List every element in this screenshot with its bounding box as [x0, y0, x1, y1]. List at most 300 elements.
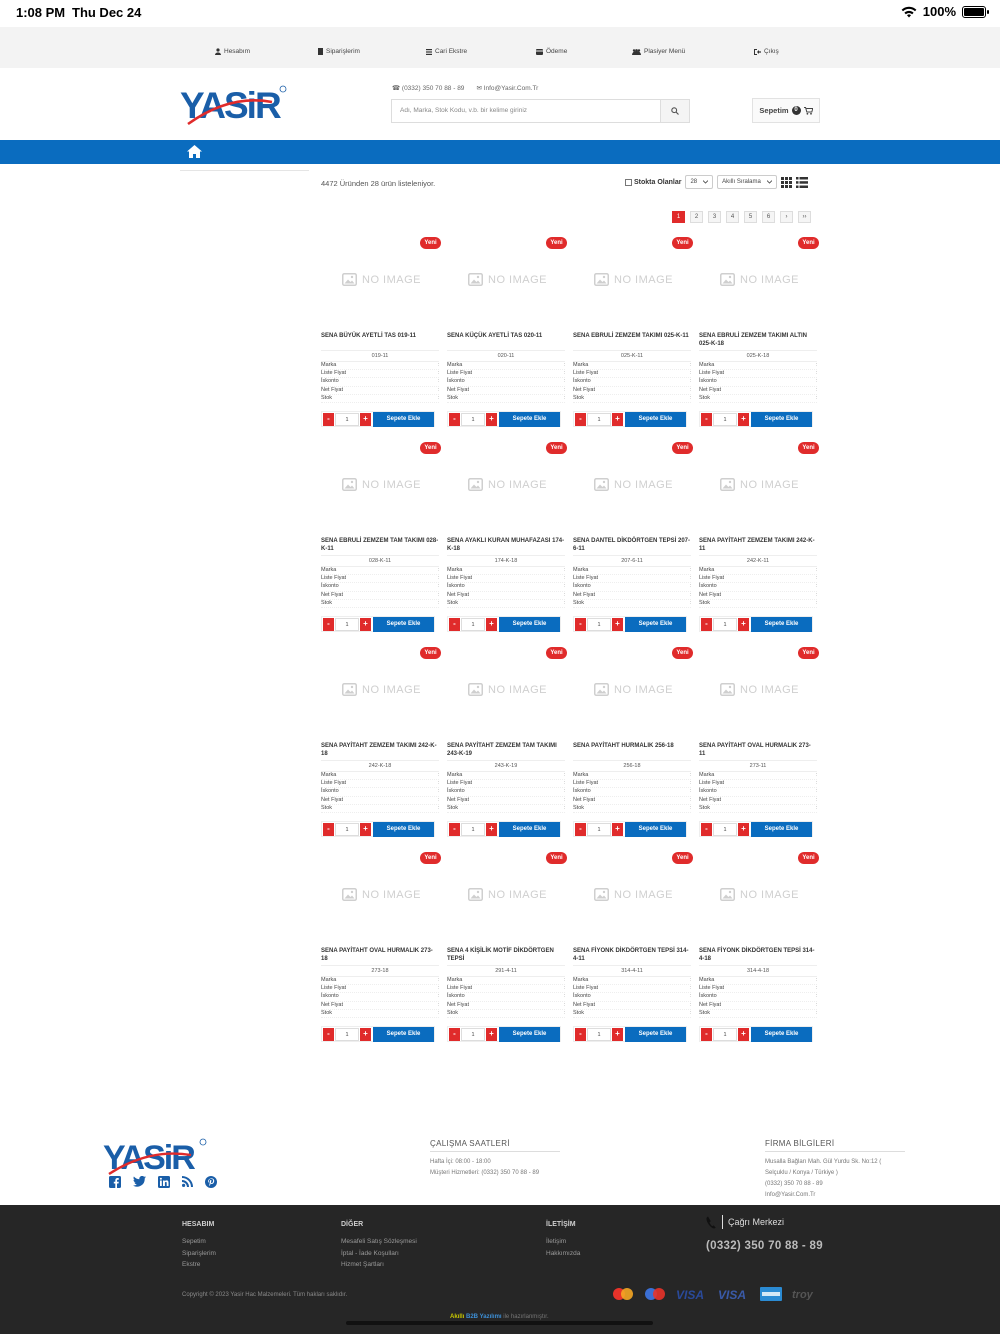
product-name[interactable]: SENA EBRULİ ZEMZEM TAKIMI ALTIN 025-K-18: [699, 333, 807, 347]
linkedin-icon[interactable]: [158, 1176, 170, 1188]
spec-colon: :: [689, 977, 691, 983]
spec-row-iskonto: [699, 993, 817, 1001]
quantity-increase-button[interactable]: +: [486, 823, 497, 836]
product-name[interactable]: SENA BÜYÜK AYETLİ TAS 019-11: [321, 333, 416, 339]
topnav-cikis[interactable]: [754, 48, 779, 55]
spec-colon: :: [815, 599, 817, 606]
product-image-placeholder[interactable]: [720, 478, 799, 491]
add-to-cart-group: [573, 821, 687, 837]
footer-link[interactable]: Ekstre: [182, 1261, 201, 1268]
topnav-label: Hesabım: [224, 48, 251, 55]
image-placeholder-icon: [468, 273, 483, 286]
quantity-decrease-button[interactable]: -: [575, 413, 586, 426]
powered-brand-a[interactable]: Akıllı: [450, 1314, 465, 1320]
spec-label: Liste Fiyat: [321, 370, 347, 377]
spec-row-iskonto: [447, 583, 565, 591]
product-image-placeholder[interactable]: [342, 888, 421, 901]
product-image-placeholder[interactable]: [468, 888, 547, 901]
product-specs: [699, 977, 817, 1018]
add-to-cart-button[interactable]: Sepete Ekle: [373, 822, 434, 837]
page-button[interactable]: 1: [672, 211, 685, 223]
spec-colon: :: [437, 591, 439, 598]
image-placeholder-icon: [594, 683, 609, 696]
footer-col-hesabim: [182, 1221, 216, 1271]
spec-row-iskonto: [321, 788, 439, 796]
battery-percent: 100%: [922, 4, 956, 19]
add-to-cart-group: [447, 821, 561, 837]
spec-label: Net Fiyat: [447, 1001, 470, 1008]
product-code: 314-4-11: [573, 965, 691, 977]
spec-label: İskonto: [573, 583, 591, 590]
quantity-increase-button[interactable]: +: [738, 618, 749, 631]
quantity-increase-button[interactable]: +: [360, 823, 371, 836]
product-specs: [447, 567, 565, 608]
quantity-increase-button[interactable]: +: [738, 1028, 749, 1041]
quantity-input[interactable]: 1: [713, 823, 737, 836]
add-to-cart-group: [699, 821, 813, 837]
status-time: 1:08 PM: [16, 5, 66, 20]
customer-service-line: Müşteri Hizmetleri: (0332) 350 70 88 - 89: [430, 1170, 540, 1176]
quantity-decrease-button[interactable]: -: [575, 823, 586, 836]
add-to-cart-button[interactable]: Sepete Ekle: [499, 412, 560, 427]
add-to-cart-button[interactable]: Sepete Ekle: [499, 1027, 560, 1042]
quantity-input[interactable]: 1: [461, 618, 485, 631]
page-button[interactable]: 5: [744, 211, 757, 223]
add-to-cart-button[interactable]: Sepete Ekle: [373, 412, 434, 427]
stock-filter-checkbox[interactable]: [625, 179, 681, 186]
spec-label: Marka: [447, 362, 463, 368]
spec-label: Net Fiyat: [699, 796, 722, 803]
quantity-decrease-button[interactable]: -: [701, 823, 712, 836]
spec-label: Net Fiyat: [573, 386, 596, 393]
quantity-input[interactable]: 1: [587, 823, 611, 836]
product-image-placeholder[interactable]: [342, 683, 421, 696]
search-button[interactable]: [660, 100, 689, 122]
product-specs: [573, 567, 691, 608]
spec-colon: :: [563, 394, 565, 401]
quantity-decrease-button[interactable]: -: [449, 1028, 460, 1041]
yasir-logo[interactable]: [180, 80, 290, 130]
product-image-placeholder[interactable]: [720, 888, 799, 901]
spec-colon: :: [689, 993, 691, 1000]
image-placeholder-icon: [342, 683, 357, 696]
image-placeholder-icon: [720, 888, 735, 901]
mastercard-icon: [612, 1287, 634, 1301]
spec-label: Stok: [699, 599, 711, 606]
spec-label: Marka: [321, 772, 337, 778]
spec-label: Stok: [447, 394, 459, 401]
add-to-cart-button[interactable]: Sepete Ekle: [373, 617, 434, 632]
quantity-decrease-button[interactable]: -: [323, 1028, 334, 1041]
product-name[interactable]: SENA KÜÇÜK AYETLİ TAS 020-11: [447, 333, 543, 339]
spec-label: Marka: [699, 772, 715, 778]
no-image-text: NO IMAGE: [740, 888, 800, 901]
page-button[interactable]: 6: [762, 211, 775, 223]
product-code: 242-K-18: [321, 760, 439, 772]
next-page-button[interactable]: ›: [780, 211, 793, 223]
spec-colon: :: [437, 977, 439, 983]
new-badge: Yeni: [546, 237, 567, 249]
payment-logos: [612, 1287, 820, 1301]
product-image-placeholder[interactable]: [594, 273, 673, 286]
spec-colon: :: [563, 1009, 565, 1016]
quantity-decrease-button[interactable]: -: [701, 413, 712, 426]
product-card: [573, 438, 691, 638]
image-placeholder-icon: [342, 273, 357, 286]
home-icon[interactable]: [187, 145, 202, 158]
spec-row-stok: [699, 1010, 817, 1018]
footer-link[interactable]: Hizmet Şartları: [341, 1261, 384, 1268]
working-hours-title: ÇALIŞMA SAATLERİ: [430, 1139, 560, 1152]
spec-colon: :: [437, 985, 439, 992]
footer-col-title: DİĞER: [341, 1221, 364, 1228]
quantity-increase-button[interactable]: +: [486, 1028, 497, 1041]
quantity-increase-button[interactable]: +: [738, 413, 749, 426]
quantity-input[interactable]: 1: [335, 1028, 359, 1041]
spec-colon: :: [563, 780, 565, 787]
new-badge: Yeni: [798, 237, 819, 249]
image-placeholder-icon: [720, 478, 735, 491]
product-image-placeholder[interactable]: [342, 273, 421, 286]
spec-row-stok: [321, 395, 439, 403]
quantity-decrease-button[interactable]: -: [323, 823, 334, 836]
quantity-increase-button[interactable]: +: [612, 413, 623, 426]
spec-colon: :: [689, 362, 691, 368]
new-badge: Yeni: [420, 647, 441, 659]
spec-colon: :: [563, 591, 565, 598]
quantity-increase-button[interactable]: +: [738, 823, 749, 836]
cart-label: Sepetim: [759, 106, 789, 115]
header-email: Info@Yasir.Com.Tr: [483, 85, 539, 92]
quantity-decrease-button[interactable]: -: [323, 618, 334, 631]
maestro-icon: [644, 1287, 666, 1301]
new-badge: Yeni: [546, 442, 567, 454]
product-name[interactable]: SENA PAYİTAHT OVAL HURMALIK 273-18: [321, 948, 433, 962]
product-name[interactable]: SENA FİYONK DİKDÖRTGEN TEPSİ 314-4-18: [699, 948, 815, 962]
new-badge: Yeni: [672, 442, 693, 454]
spec-label: Liste Fiyat: [321, 780, 347, 787]
add-to-cart-button[interactable]: Sepete Ekle: [751, 617, 812, 632]
spec-colon: :: [815, 804, 817, 811]
footer-yasir-logo[interactable]: [103, 1136, 208, 1176]
spec-label: Stok: [447, 804, 459, 811]
product-image-placeholder[interactable]: [468, 273, 547, 286]
no-image-text: NO IMAGE: [362, 888, 422, 901]
spec-row-marka: [447, 977, 565, 985]
spec-colon: :: [815, 985, 817, 992]
grid-view-icon[interactable]: [781, 177, 792, 188]
product-name[interactable]: SENA DANTEL DİKDÖRTGEN TEPSİ 207-6-11: [573, 538, 691, 552]
image-placeholder-icon: [342, 888, 357, 901]
call-center-number[interactable]: (0332) 350 70 88 - 89: [706, 1240, 823, 1252]
product-image-placeholder[interactable]: [342, 478, 421, 491]
quantity-decrease-button[interactable]: -: [701, 1028, 712, 1041]
spec-colon: :: [815, 993, 817, 1000]
quantity-input[interactable]: 1: [461, 413, 485, 426]
product-name[interactable]: SENA PAYİTAHT ZEMZEM TAKIMI 242-K-18: [321, 743, 437, 757]
quantity-increase-button[interactable]: +: [486, 413, 497, 426]
add-to-cart-group: [321, 1026, 435, 1042]
new-badge: Yeni: [672, 852, 693, 864]
topnav-siparislerim[interactable]: [318, 48, 360, 55]
spec-label: İskonto: [447, 378, 465, 385]
list-icon: [426, 49, 432, 55]
footer-link[interactable]: İletişim: [546, 1238, 567, 1245]
product-code: 207-6-11: [573, 555, 691, 567]
new-badge: Yeni: [672, 647, 693, 659]
product-code: 025-K-18: [699, 350, 817, 362]
footer-link[interactable]: Sepetim: [182, 1238, 206, 1245]
chevron-down-icon: [703, 180, 708, 184]
image-placeholder-icon: [468, 888, 483, 901]
topnav-plasiyer-menu[interactable]: [632, 48, 685, 55]
footer-col-title: HESABIM: [182, 1221, 215, 1228]
spec-label: Marka: [321, 977, 337, 983]
product-image-placeholder[interactable]: [720, 683, 799, 696]
product-specs: [699, 567, 817, 608]
no-image-text: NO IMAGE: [614, 478, 674, 491]
product-name[interactable]: SENA PAYİTAHT ZEMZEM TAM TAKIMI 243-K-19: [447, 743, 557, 757]
topnav-hesabim[interactable]: [215, 48, 250, 55]
page-size-value: 28: [690, 179, 698, 185]
wifi-icon: [901, 6, 917, 18]
search-input[interactable]: Adı, Marka, Stok Kodu, v.b. bir kelime giriniz: [400, 107, 528, 114]
spec-colon: :: [689, 780, 691, 787]
quantity-input[interactable]: 1: [461, 823, 485, 836]
spec-label: Liste Fiyat: [447, 780, 473, 787]
facebook-icon[interactable]: [109, 1176, 121, 1188]
footer-link[interactable]: Siparişlerim: [182, 1249, 216, 1257]
product-name[interactable]: SENA PAYİTAHT ZEMZEM TAKIMI 242-K-11: [699, 538, 815, 552]
add-to-cart-group: [321, 411, 435, 427]
cart-button[interactable]: [752, 98, 820, 123]
spec-label: Liste Fiyat: [321, 985, 347, 992]
product-specs: [447, 772, 565, 813]
spec-row-iskonto: [573, 993, 691, 1001]
add-to-cart-button[interactable]: Sepete Ekle: [499, 822, 560, 837]
spec-label: İskonto: [321, 788, 339, 795]
powered-brand-b[interactable]: B2B Yazılımı: [466, 1314, 502, 1320]
spec-colon: :: [815, 583, 817, 590]
quantity-decrease-button[interactable]: -: [575, 618, 586, 631]
page-button[interactable]: 2: [690, 211, 703, 223]
quantity-decrease-button[interactable]: -: [575, 1028, 586, 1041]
quantity-decrease-button[interactable]: -: [449, 413, 460, 426]
spec-label: İskonto: [447, 583, 465, 590]
header-email-wrap[interactable]: ✉ Info@Yasir.Com.Tr: [476, 85, 539, 92]
page-button[interactable]: 4: [726, 211, 739, 223]
battery-icon: [962, 6, 986, 18]
spec-label: Marka: [573, 977, 589, 983]
page-button[interactable]: 3: [708, 211, 721, 223]
main-category-bar: [0, 140, 1000, 164]
spec-label: Net Fiyat: [699, 386, 722, 393]
call-center-heading: [706, 1215, 823, 1229]
product-image-placeholder[interactable]: [468, 683, 547, 696]
product-code: 273-11: [699, 760, 817, 772]
spec-label: Liste Fiyat: [573, 985, 599, 992]
new-badge: Yeni: [546, 647, 567, 659]
quantity-increase-button[interactable]: +: [612, 823, 623, 836]
pinterest-icon[interactable]: [205, 1176, 217, 1188]
footer-link[interactable]: İptal - İade Koşulları: [341, 1249, 399, 1257]
site-header: [0, 68, 1000, 140]
spec-colon: :: [689, 583, 691, 590]
product-specs: [699, 772, 817, 813]
spec-colon: :: [815, 1009, 817, 1016]
product-specs: [447, 977, 565, 1018]
footer-link[interactable]: Hakkımızda: [546, 1249, 581, 1257]
spec-label: Liste Fiyat: [447, 370, 473, 377]
spec-row-marka: [447, 772, 565, 780]
add-to-cart-button[interactable]: Sepete Ekle: [625, 1027, 686, 1042]
firm-info-title: FİRMA BİLGİLERİ: [765, 1139, 905, 1152]
product-image-placeholder[interactable]: [468, 478, 547, 491]
product-card: [699, 438, 817, 638]
product-specs: [321, 977, 439, 1018]
list-view-icon[interactable]: [796, 177, 808, 188]
spec-row-stok: [321, 805, 439, 813]
quantity-input[interactable]: 1: [335, 823, 359, 836]
spec-row-marka: [321, 977, 439, 985]
add-to-cart-button[interactable]: Sepete Ekle: [751, 822, 812, 837]
quantity-increase-button[interactable]: +: [360, 618, 371, 631]
add-to-cart-group: [447, 616, 561, 632]
spec-row-iskonto: [573, 583, 691, 591]
powered-text: ile hazırlanmıştır.: [503, 1314, 549, 1320]
quantity-input[interactable]: 1: [713, 618, 737, 631]
quantity-decrease-button[interactable]: -: [449, 823, 460, 836]
twitter-icon[interactable]: [133, 1176, 146, 1187]
product-image-placeholder[interactable]: [594, 478, 673, 491]
topnav-cari-ekstre[interactable]: [426, 48, 467, 55]
product-name[interactable]: SENA PAYİTAHT OVAL HURMALIK 273-11: [699, 743, 811, 757]
product-name[interactable]: SENA 4 KİŞİLİK MOTİF DİKDÖRTGEN TEPSİ: [447, 948, 554, 962]
firm-phone[interactable]: (0332) 350 70 88 - 89: [765, 1181, 823, 1187]
firm-address: Musalla Bağları Mah. Gül Yurdu Sk. No:12 ( Selçuklu / Konya / Türkiye ): [765, 1159, 882, 1176]
spec-colon: :: [563, 583, 565, 590]
rss-icon[interactable]: [182, 1176, 193, 1187]
product-card: [321, 643, 439, 843]
header-phone-wrap[interactable]: ☎ (0332) 350 70 88 - 89: [392, 85, 465, 92]
quantity-input[interactable]: 1: [587, 413, 611, 426]
spec-colon: :: [815, 772, 817, 778]
spec-colon: :: [563, 378, 565, 385]
spec-row-net-fiyat: [699, 797, 817, 805]
spec-label: Stok: [447, 1009, 459, 1016]
add-to-cart-button[interactable]: Sepete Ekle: [373, 1027, 434, 1042]
last-page-button[interactable]: ››: [798, 211, 811, 223]
product-name[interactable]: SENA EBRULİ ZEMZEM TAM TAKIMI 028-K-11: [321, 538, 439, 552]
spec-label: Marka: [321, 567, 337, 573]
quantity-decrease-button[interactable]: -: [323, 413, 334, 426]
spec-label: Net Fiyat: [447, 591, 470, 598]
spec-colon: :: [437, 567, 439, 573]
product-specs: [321, 772, 439, 813]
users-icon: [632, 49, 641, 55]
visa-electron-icon: [718, 1288, 750, 1300]
quantity-input[interactable]: 1: [587, 618, 611, 631]
no-image-text: NO IMAGE: [614, 273, 674, 286]
spec-row-marka: [699, 362, 817, 370]
add-to-cart-button[interactable]: Sepete Ekle: [751, 1027, 812, 1042]
copyright: Copyright © 2023 Yasir Hac Malzemeleri. Tüm hakları saklıdır.: [182, 1292, 348, 1298]
quantity-decrease-button[interactable]: -: [449, 618, 460, 631]
spec-label: İskonto: [447, 788, 465, 795]
quantity-input[interactable]: 1: [713, 1028, 737, 1041]
add-to-cart-button[interactable]: Sepete Ekle: [625, 412, 686, 427]
quantity-input[interactable]: 1: [335, 413, 359, 426]
footer-link[interactable]: Mesafeli Satış Sözleşmesi: [341, 1238, 417, 1245]
quantity-increase-button[interactable]: +: [486, 618, 497, 631]
spec-label: İskonto: [699, 788, 717, 795]
add-to-cart-group: [573, 1026, 687, 1042]
add-to-cart-button[interactable]: Sepete Ekle: [625, 822, 686, 837]
quantity-input[interactable]: 1: [335, 618, 359, 631]
spec-row-marka: [447, 567, 565, 575]
image-placeholder-icon: [468, 683, 483, 696]
spec-row-marka: [699, 977, 817, 985]
product-name[interactable]: SENA PAYİTAHT HURMALIK 256-18: [573, 743, 674, 749]
spec-colon: :: [437, 362, 439, 368]
header-contact: [392, 84, 538, 92]
quantity-input[interactable]: 1: [713, 413, 737, 426]
quantity-input[interactable]: 1: [461, 1028, 485, 1041]
add-to-cart-group: [699, 411, 813, 427]
firm-email[interactable]: Info@Yasir.Com.Tr: [765, 1192, 816, 1198]
product-image-placeholder[interactable]: [594, 888, 673, 901]
product-card: [447, 643, 565, 843]
spec-colon: :: [689, 575, 691, 582]
product-name[interactable]: SENA FİYONK DİKDÖRTGEN TEPSİ 314-4-11: [573, 948, 689, 962]
svg-text:troy: troy: [792, 1289, 813, 1300]
user-icon: [215, 48, 221, 55]
spec-colon: :: [689, 804, 691, 811]
document-icon: [318, 48, 323, 55]
add-to-cart-button[interactable]: Sepete Ekle: [625, 617, 686, 632]
spec-label: Stok: [321, 804, 333, 811]
product-image-placeholder[interactable]: [594, 683, 673, 696]
new-badge: Yeni: [672, 237, 693, 249]
add-to-cart-button[interactable]: Sepete Ekle: [499, 617, 560, 632]
quantity-input[interactable]: 1: [587, 1028, 611, 1041]
product-image-placeholder[interactable]: [720, 273, 799, 286]
spec-label: Liste Fiyat: [699, 370, 725, 377]
page-size-select[interactable]: [685, 175, 713, 189]
add-to-cart-button[interactable]: Sepete Ekle: [751, 412, 812, 427]
spec-colon: :: [563, 772, 565, 778]
svg-text:YASiR: YASiR: [180, 85, 280, 126]
product-card: [447, 438, 565, 638]
topnav-odeme[interactable]: [536, 48, 567, 55]
quantity-increase-button[interactable]: +: [612, 1028, 623, 1041]
product-name[interactable]: SENA EBRULİ ZEMZEM TAKIMI 025-K-11: [573, 333, 689, 339]
new-badge: Yeni: [798, 442, 819, 454]
sort-select[interactable]: [717, 175, 777, 189]
quantity-increase-button[interactable]: +: [360, 1028, 371, 1041]
quantity-increase-button[interactable]: +: [360, 413, 371, 426]
product-name[interactable]: SENA AYAKLI KURAN MUHAFAZASI 174-K-18: [447, 538, 565, 552]
quantity-decrease-button[interactable]: -: [701, 618, 712, 631]
quantity-increase-button[interactable]: +: [612, 618, 623, 631]
spec-row-marka: [321, 772, 439, 780]
spec-label: Marka: [321, 362, 337, 368]
spec-colon: :: [437, 772, 439, 778]
no-image-text: NO IMAGE: [614, 683, 674, 696]
product-code: 020-11: [447, 350, 565, 362]
spec-label: Liste Fiyat: [321, 575, 347, 582]
spec-label: Stok: [699, 1009, 711, 1016]
